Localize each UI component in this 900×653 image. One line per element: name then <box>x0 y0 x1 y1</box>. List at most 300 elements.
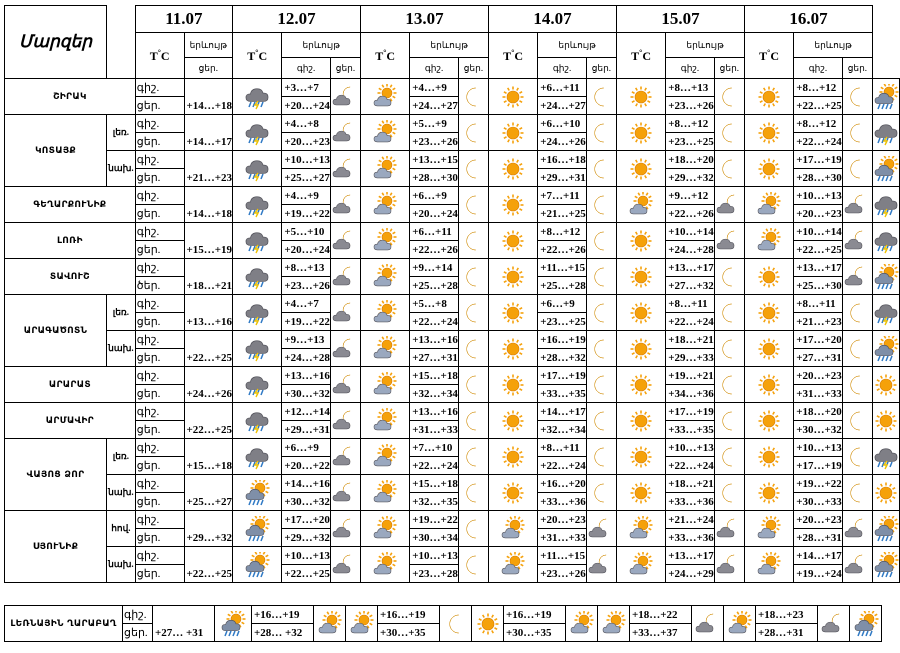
temperature-day: +21…+23 <box>794 313 843 331</box>
date-header: 12.07 <box>233 6 361 33</box>
weather-icon-cell <box>330 223 360 259</box>
crescent-moon-icon <box>440 611 471 637</box>
weather-icon-cell <box>873 439 900 475</box>
weather-icon-cell <box>233 367 282 403</box>
temperature-night: +16…+19 <box>378 606 440 624</box>
sun-cloud-rain-icon <box>873 516 899 542</box>
temperature-night: +17…+20 <box>794 331 843 349</box>
thunderstorm-rain-icon <box>233 336 281 362</box>
sun-cloud-rain-icon <box>873 552 899 578</box>
temperature-night: +5…+9 <box>410 115 459 133</box>
weather-icon-cell <box>616 439 665 475</box>
weather-icon-cell <box>842 367 872 403</box>
temperature-night: +14…+17 <box>538 403 587 421</box>
weather-icon-cell <box>361 367 410 403</box>
temperature-day: +23…+25 <box>538 313 587 331</box>
weather-icon-cell <box>873 223 900 259</box>
temperature-day: +22…+25 <box>794 241 843 259</box>
day-label: ցեր. <box>123 624 153 642</box>
sun-cloud-icon <box>617 516 665 542</box>
weather-icon-cell <box>330 331 360 367</box>
subregion-label: նախ. <box>107 547 136 583</box>
sun-cloud-icon <box>361 84 409 110</box>
temperature-day: +29…+32 <box>184 511 233 547</box>
day-label: ցեր. <box>135 133 184 151</box>
night-label: գիշ. <box>135 439 184 457</box>
temperature-night: +13…+17 <box>666 259 715 277</box>
weather-icon-cell <box>346 606 378 642</box>
phenomenon-header: երևույթ <box>666 33 745 58</box>
temperature-day: +19…+22 <box>282 205 331 223</box>
thunderstorm-rain-icon <box>233 444 281 470</box>
crescent-moon-icon <box>587 228 616 254</box>
weather-icon-cell <box>330 367 360 403</box>
temperature-day: +29…+32 <box>282 529 331 547</box>
sun-icon <box>617 84 665 110</box>
temperature-night: +16…+19 <box>538 331 587 349</box>
sun-cloud-icon <box>361 408 409 434</box>
sun-cloud-icon <box>361 516 409 542</box>
sun-icon <box>617 372 665 398</box>
sun-icon <box>472 611 503 637</box>
weather-icon-cell <box>714 547 744 583</box>
day-subheader: ցեր. <box>330 58 360 79</box>
temperature-night: +7…+11 <box>538 187 587 205</box>
temperature-night: +20…+23 <box>794 511 843 529</box>
day-label: ցեր. <box>135 169 184 187</box>
weather-icon-cell <box>330 187 360 223</box>
temperature-day: +28…+31 <box>794 529 843 547</box>
thunderstorm-rain-icon <box>873 444 899 470</box>
thunderstorm-rain-icon <box>873 192 899 218</box>
sun-icon <box>745 120 793 146</box>
cloud-moon-icon <box>587 552 616 578</box>
temperature-night: +17…+19 <box>538 367 587 385</box>
sun-icon <box>745 336 793 362</box>
temperature-day: +14…+17 <box>184 115 233 151</box>
weather-icon-cell <box>586 403 616 439</box>
weather-icon-cell <box>458 295 488 331</box>
temperature-day: +25…+30 <box>794 277 843 295</box>
cloud-moon-icon <box>331 264 360 290</box>
weather-icon-cell <box>458 403 488 439</box>
crescent-moon-icon <box>715 120 744 146</box>
temp-header: T°C <box>135 33 184 79</box>
temperature-day: +33…+37 <box>630 624 692 642</box>
weather-icon-cell <box>361 547 410 583</box>
night-label: գիշ. <box>135 511 184 529</box>
temperature-day: +22…+24 <box>666 457 715 475</box>
sun-icon <box>489 444 537 470</box>
weather-icon-cell <box>873 295 900 331</box>
cloud-moon-icon <box>331 408 360 434</box>
day-subheader: ցեր. <box>714 58 744 79</box>
weather-icon-cell <box>714 475 744 511</box>
weather-icon-cell <box>330 475 360 511</box>
night-subheader: գիշ. <box>794 58 843 79</box>
temperature-day: +30…+32 <box>282 385 331 403</box>
weather-icon-cell <box>842 295 872 331</box>
sun-icon <box>489 336 537 362</box>
sun-cloud-icon <box>361 120 409 146</box>
temperature-day: +23…+28 <box>410 565 459 583</box>
weather-icon-cell <box>361 259 410 295</box>
weather-icon-cell <box>616 151 665 187</box>
subregion-label: լեռ. <box>107 115 136 151</box>
weather-icon-cell <box>692 606 724 642</box>
temp-header: T°C <box>361 33 410 79</box>
weather-icon-cell <box>361 475 410 511</box>
sun-icon <box>617 264 665 290</box>
weather-icon-cell <box>714 511 744 547</box>
temperature-day: +21…+25 <box>538 205 587 223</box>
weather-icon-cell <box>616 79 665 115</box>
forecast-table <box>4 5 900 583</box>
weather-icon-cell <box>458 79 488 115</box>
sun-icon <box>489 372 537 398</box>
region-name: ՇԻՐԱԿ <box>5 79 136 115</box>
subregion-label: հով. <box>107 511 136 547</box>
weather-icon-cell <box>842 259 872 295</box>
temperature-day: +22…+25 <box>184 547 233 583</box>
sun-cloud-rain-icon <box>873 156 899 182</box>
weather-icon-cell <box>744 79 793 115</box>
crescent-moon-icon <box>715 84 744 110</box>
weather-icon-cell <box>233 187 282 223</box>
region-name: ԱՐԱԳԱԾՈՏՆ <box>5 295 107 367</box>
weather-icon-cell <box>489 331 538 367</box>
crescent-moon-icon <box>715 264 744 290</box>
temperature-night: +7…+10 <box>410 439 459 457</box>
temp-header: T°C <box>744 33 793 79</box>
sun-cloud-rain-icon <box>215 611 251 637</box>
weather-icon-cell <box>489 187 538 223</box>
weather-icon-cell <box>873 475 900 511</box>
sun-cloud-rain-icon <box>233 552 281 578</box>
temperature-day: +30…+35 <box>504 624 566 642</box>
sun-icon <box>617 408 665 434</box>
day-label: ցեր. <box>135 205 184 223</box>
weather-icon-cell <box>842 151 872 187</box>
crescent-moon-icon <box>843 444 872 470</box>
weather-icon-cell <box>330 259 360 295</box>
day-subheader: ցեր. <box>458 58 488 79</box>
cloud-moon-icon <box>692 611 723 637</box>
weather-icon-cell <box>233 511 282 547</box>
temperature-night: +8…+12 <box>666 115 715 133</box>
day-label: ցեր. <box>135 421 184 439</box>
temperature-day: +28…+30 <box>794 169 843 187</box>
weather-icon-cell <box>330 115 360 151</box>
temperature-day: +21…+23 <box>184 151 233 187</box>
temperature-night: +4…+9 <box>410 79 459 97</box>
weather-icon-cell <box>440 606 472 642</box>
sun-cloud-rain-icon <box>873 84 899 110</box>
sun-icon <box>873 480 899 506</box>
night-subheader: գիշ. <box>282 58 331 79</box>
weather-icon-cell <box>489 79 538 115</box>
temperature-day: +30…+32 <box>794 421 843 439</box>
temperature-night: +19…+21 <box>666 367 715 385</box>
temperature-night: +9…+13 <box>282 331 331 349</box>
crescent-moon-icon <box>459 372 488 398</box>
cloud-moon-icon <box>331 84 360 110</box>
sun-icon <box>489 156 537 182</box>
temperature-night: +18…+20 <box>666 151 715 169</box>
weather-icon-cell <box>489 223 538 259</box>
sun-cloud-icon <box>314 611 345 637</box>
sun-cloud-rain-icon <box>233 516 281 542</box>
weather-icon-cell <box>233 79 282 115</box>
sun-icon <box>489 120 537 146</box>
cloud-moon-icon <box>715 552 744 578</box>
sun-icon <box>617 480 665 506</box>
sun-cloud-icon <box>745 552 793 578</box>
weather-icon-cell <box>489 367 538 403</box>
subregion-label: նախ. <box>107 151 136 187</box>
thunderstorm-rain-icon <box>233 264 281 290</box>
weather-icon-cell <box>361 79 410 115</box>
temperature-day: +28… +32 <box>252 624 314 642</box>
weather-icon-cell <box>724 606 756 642</box>
sun-cloud-icon <box>361 372 409 398</box>
region-name: ՏԱՎՈՒՇ <box>5 259 136 295</box>
day-subheader: ցեր. <box>842 58 872 79</box>
weather-icon-cell <box>361 295 410 331</box>
temperature-night: +16…+20 <box>538 475 587 493</box>
temperature-day: +22…+24 <box>666 313 715 331</box>
thunderstorm-rain-icon <box>233 300 281 326</box>
temperature-night: +10…+13 <box>282 547 331 565</box>
day-label: ցեր. <box>135 97 184 115</box>
weather-icon-cell <box>458 367 488 403</box>
temperature-night: +8…+13 <box>666 79 715 97</box>
sun-icon <box>489 84 537 110</box>
temperature-day: +22…+26 <box>410 241 459 259</box>
temperature-night: +8…+13 <box>282 259 331 277</box>
weather-icon-cell <box>361 403 410 439</box>
crescent-moon-icon <box>843 336 872 362</box>
temperature-night: +6…+10 <box>538 115 587 133</box>
day-label: ցեր. <box>135 241 184 259</box>
temperature-night: +13…+16 <box>410 331 459 349</box>
night-label: գիշ. <box>135 79 184 97</box>
sun-cloud-icon <box>361 480 409 506</box>
sun-cloud-icon <box>361 264 409 290</box>
temperature-night: +15…+18 <box>410 367 459 385</box>
region-name: ԱՐԱՐԱՏ <box>5 367 136 403</box>
region-name: ՎԱՅՈՑ ՁՈՐ <box>5 439 107 511</box>
temperature-day: +13…+16 <box>184 295 233 331</box>
temperature-night: +13…+16 <box>282 367 331 385</box>
temperature-night: +20…+23 <box>538 511 587 529</box>
temperature-night: +8…+11 <box>538 439 587 457</box>
temperature-night: +10…+13 <box>410 547 459 565</box>
temperature-day: +33…+36 <box>666 493 715 511</box>
temperature-day: +27…+32 <box>666 277 715 295</box>
thunderstorm-rain-icon <box>873 228 899 254</box>
crescent-moon-icon <box>587 444 616 470</box>
temperature-day: +25…+27 <box>184 475 233 511</box>
temperature-day: +23…+26 <box>282 277 331 295</box>
temperature-night: +8…+12 <box>538 223 587 241</box>
crescent-moon-icon <box>843 84 872 110</box>
weather-icon-cell <box>744 547 793 583</box>
weather-icon-cell <box>489 439 538 475</box>
crescent-moon-icon <box>459 84 488 110</box>
temperature-day: +22…+24 <box>794 133 843 151</box>
thunderstorm-rain-icon <box>233 408 281 434</box>
temperature-day: +23…+26 <box>666 97 715 115</box>
cloud-moon-icon <box>715 228 744 254</box>
weather-icon-cell <box>616 367 665 403</box>
sun-icon <box>873 372 899 398</box>
temperature-night: +5…+8 <box>410 295 459 313</box>
temperature-day: +14…+18 <box>184 187 233 223</box>
sun-cloud-icon <box>724 611 755 637</box>
cloud-moon-icon <box>331 120 360 146</box>
crescent-moon-icon <box>715 444 744 470</box>
sun-cloud-icon <box>745 228 793 254</box>
temperature-day: +14…+18 <box>184 79 233 115</box>
temperature-day: +20…+24 <box>282 241 331 259</box>
sun-icon <box>745 408 793 434</box>
sun-icon <box>745 444 793 470</box>
weather-icon-cell <box>744 475 793 511</box>
crescent-moon-icon <box>587 300 616 326</box>
sun-cloud-icon <box>745 516 793 542</box>
crescent-moon-icon <box>715 300 744 326</box>
crescent-moon-icon <box>459 408 488 434</box>
weather-icon-cell <box>873 331 900 367</box>
crescent-moon-icon <box>843 408 872 434</box>
weather-icon-cell <box>458 547 488 583</box>
weather-icon-cell <box>873 259 900 295</box>
crescent-moon-icon <box>587 156 616 182</box>
crescent-moon-icon <box>843 120 872 146</box>
weather-icon-cell <box>714 295 744 331</box>
weather-icon-cell <box>233 223 282 259</box>
temperature-night: +3…+7 <box>282 79 331 97</box>
crescent-moon-icon <box>843 480 872 506</box>
cloud-moon-icon <box>715 192 744 218</box>
weather-icon-cell <box>489 259 538 295</box>
weather-icon-cell <box>361 151 410 187</box>
weather-icon-cell <box>842 511 872 547</box>
temperature-day: +27…+31 <box>794 349 843 367</box>
weather-icon-cell <box>233 439 282 475</box>
weather-icon-cell <box>489 151 538 187</box>
temperature-day: +15…+18 <box>184 439 233 475</box>
crescent-moon-icon <box>459 192 488 218</box>
sun-cloud-icon <box>617 192 665 218</box>
temperature-night: +8…+11 <box>794 295 843 313</box>
temperature-day: +30…+33 <box>794 493 843 511</box>
temperature-night: +16…+19 <box>252 606 314 624</box>
sun-cloud-rain-icon <box>873 264 899 290</box>
temperature-night: +17…+20 <box>282 511 331 529</box>
weather-icon-cell <box>616 331 665 367</box>
weather-icon-cell <box>714 331 744 367</box>
weather-icon-cell <box>566 606 598 642</box>
temperature-day: +29…+31 <box>282 421 331 439</box>
weather-icon-cell <box>233 331 282 367</box>
cloud-moon-icon <box>331 336 360 362</box>
crescent-moon-icon <box>587 408 616 434</box>
weather-icon-cell <box>744 223 793 259</box>
weather-icon-cell <box>744 151 793 187</box>
temperature-day: +33…+36 <box>538 493 587 511</box>
weather-icon-cell <box>330 403 360 439</box>
phenomenon-header: երևույթ <box>410 33 489 58</box>
temperature-day: +19…+24 <box>794 565 843 583</box>
weather-icon-cell <box>233 259 282 295</box>
weather-icon-cell <box>489 295 538 331</box>
sun-icon <box>745 156 793 182</box>
temperature-night: +13…+16 <box>410 403 459 421</box>
region-name: ԼՈՌԻ <box>5 223 136 259</box>
temperature-day: +24…+26 <box>538 133 587 151</box>
weather-icon-cell <box>361 511 410 547</box>
temperature-night: +14…+16 <box>282 475 331 493</box>
cloud-moon-icon <box>843 516 872 542</box>
weather-icon-cell <box>458 115 488 151</box>
weather-icon-cell <box>744 367 793 403</box>
night-label: գիշ. <box>135 475 184 493</box>
sun-icon <box>489 408 537 434</box>
weather-icon-cell <box>714 115 744 151</box>
sun-icon <box>745 372 793 398</box>
temperature-night: +17…+19 <box>794 151 843 169</box>
temp-header: T°C <box>233 33 282 79</box>
weather-icon-cell <box>616 259 665 295</box>
sun-cloud-icon <box>361 192 409 218</box>
weather-icon-cell <box>361 331 410 367</box>
cloud-moon-icon <box>587 516 616 542</box>
weather-icon-cell <box>586 295 616 331</box>
weather-icon-cell <box>489 511 538 547</box>
weather-icon-cell <box>458 187 488 223</box>
karabakh-table <box>4 605 882 642</box>
night-label: գիշ. <box>135 547 184 565</box>
cloud-moon-icon <box>331 372 360 398</box>
weather-icon-cell <box>233 475 282 511</box>
weather-icon-cell <box>330 79 360 115</box>
weather-icon-cell <box>598 606 630 642</box>
day-label: ցեր. <box>135 349 184 367</box>
temperature-night: +18…+22 <box>630 606 692 624</box>
night-label: գիշ. <box>135 115 184 133</box>
sun-icon <box>617 156 665 182</box>
weather-icon-cell <box>842 331 872 367</box>
sun-cloud-icon <box>361 336 409 362</box>
weather-icon-cell <box>314 606 346 642</box>
temperature-day: +29…+31 <box>538 169 587 187</box>
region-name: ԱՐՄԱՎԻՐ <box>5 403 136 439</box>
crescent-moon-icon <box>459 264 488 290</box>
temperature-day: +33…+36 <box>666 529 715 547</box>
sun-icon <box>617 120 665 146</box>
sun-cloud-rain-icon <box>850 611 881 637</box>
temperature-day: +23…+26 <box>410 133 459 151</box>
weather-icon-cell <box>586 511 616 547</box>
temperature-night: +21…+24 <box>666 511 715 529</box>
temperature-day: +15…+19 <box>184 223 233 259</box>
weather-icon-cell <box>616 223 665 259</box>
weather-icon-cell <box>842 223 872 259</box>
subregion-label: լեռ. <box>107 295 136 331</box>
night-label: գիշ. <box>135 403 184 421</box>
